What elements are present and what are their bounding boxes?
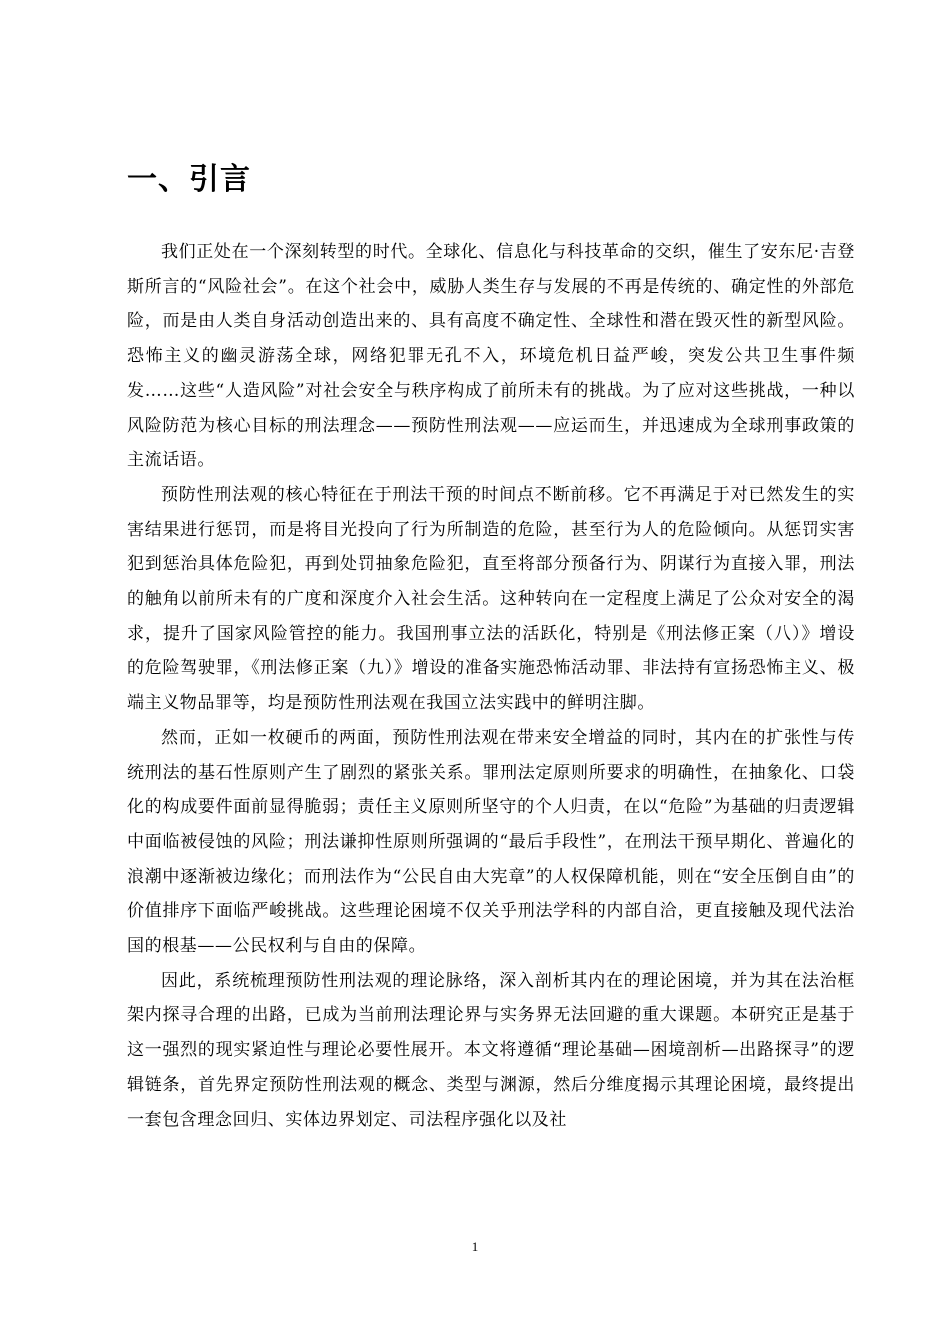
paragraph: 因此，系统梳理预防性刑法观的理论脉络，深入剖析其内在的理论困境，并为其在法治框架内探寻合理的出路，已成为当前刑法理论界与实务界无法回避的重大课题。本研究正是基于这一强烈的现实紧迫性与理论必要性展开。本文将遵循“理论基础—困境剖析—出路探寻”的逻辑链条，首先界定预防性刑法观的概念、类型与渊源，然后分维度揭示其理论困境，最终提出一套包含理念回归、实体边界划定、司法程序强化以及社 [127,970,855,1130]
paragraph: 我们正处在一个深刻转型的时代。全球化、信息化与科技革命的交织，催生了安东尼·吉登斯所言的“风险社会”。在这个社会中，威胁人类生存与发展的不再是传统的、确定性的外部危险，而是由人类自身活动创造出来的、具有高度不确定性、全球性和潜在毁灭性的新型风险。恐怖主义的幽灵游荡全球，网络犯罪无孔不入，环境危机日益严峻，突发公共卫生事件频发……这些“人造风险”对社会安全与秩序构成了前所未有的挑战。为了应对这些挑战，一种以风险防范为核心目标的刑法理念——预防性刑法观——应运而生，并迅速成为全球刑事政策的主流话语。 [127,242,855,471]
body-text [127,235,855,1137]
paragraph: 然而，正如一枚硬币的两面，预防性刑法观在带来安全增益的同时，其内在的扩张性与传统刑法的基石性原则产生了剧烈的紧张关系。罪刑法定原则所要求的明确性，在抽象化、口袋化的构成要件面前显得脆弱；责任主义原则所坚守的个人归责，在以“危险”为基础的归责逻辑中面临被侵蚀的风险；刑法谦抑性原则所强调的“最后手段性”，在刑法干预早期化、普遍化的浪潮中逐渐被边缘化；而刑法作为“公民自由大宪章”的人权保障机能，则在“安全压倒自由”的价值排序下面临严峻挑战。这些理论困境不仅关乎刑法学科的内部自洽，更直接触及现代法治国的根基——公民权利与自由的保障。 [127,727,855,957]
section-heading: 一、引言 [127,162,251,197]
paragraph: 预防性刑法观的核心特征在于刑法干预的时间点不断前移。它不再满足于对已然发生的实害结果进行惩罚，而是将目光投向了行为所制造的危险，甚至行为人的危险倾向。从惩罚实害犯到惩治具体危险犯，再到处罚抽象危险犯，直至将部分预备行为、阴谋行为直接入罪，刑法的触角以前所未有的广度和深度介入社会生活。这种转向在一定程度上满足了公众对安全的渴求，提升了国家风险管控的能力。我国刑事立法的活跃化，特别是《刑法修正案（八）》增设的危险驾驶罪，《刑法修正案（九）》增设的准备实施恐怖活动罪、非法持有宣扬恐怖主义、极端主义物品罪等，均是预防性刑法观在我国立法实践中的鲜明注脚。 [127,484,855,714]
page-number: 1 [471,1239,479,1254]
